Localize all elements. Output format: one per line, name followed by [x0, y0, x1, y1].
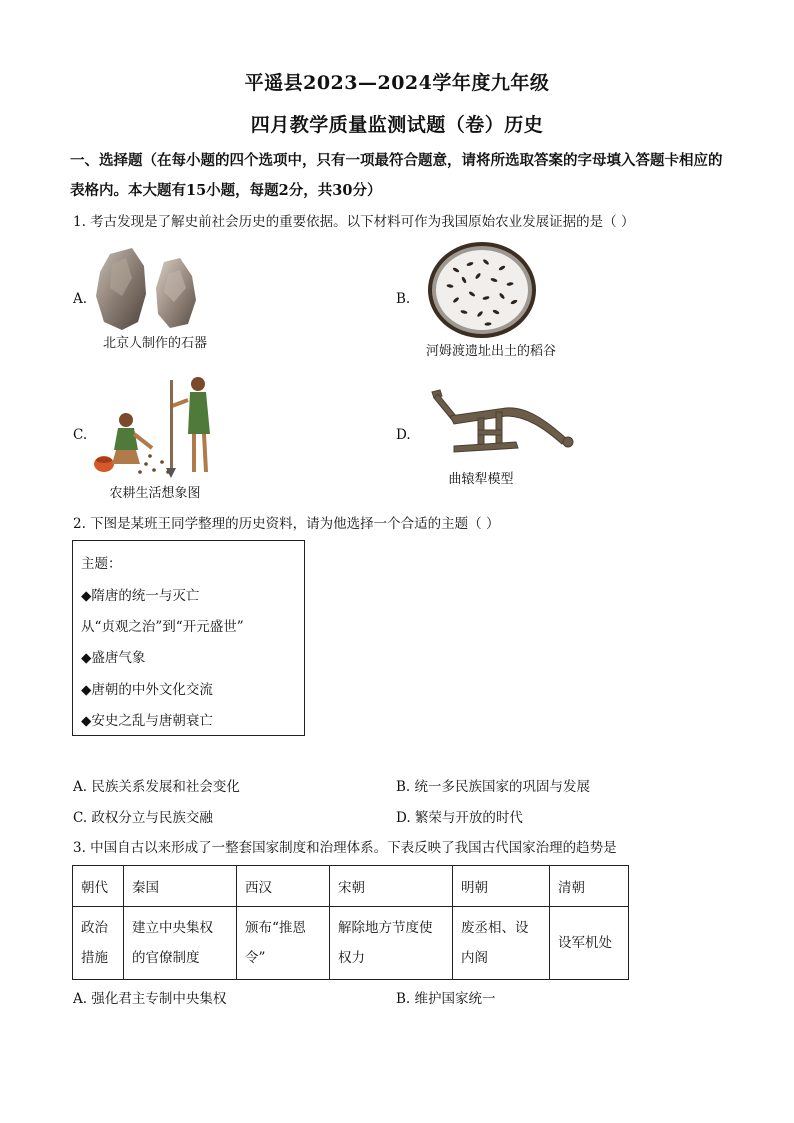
curved-plough-model-image	[426, 386, 574, 456]
table-cell: 建立中央集权 的官僚制度	[124, 907, 237, 980]
question-2-stem: 2. 下图是某班王同学整理的历史资料，请为他选择一个合适的主题（ ）	[73, 516, 500, 532]
table-header-cell: 宋朝	[330, 866, 453, 907]
table-header-cell: 清朝	[550, 866, 629, 907]
q1-option-d-caption: 曲辕犁模型	[448, 472, 514, 487]
governance-table	[72, 865, 629, 980]
box-line: ◆隋唐的统一与灭亡	[81, 588, 200, 604]
q1-option-a-caption: 北京人制作的石器	[102, 336, 207, 351]
table-cell: 颁布“推恩 令”	[237, 907, 330, 980]
table-header-cell: 西汉	[237, 866, 330, 907]
section-heading: 一、选择题（在每小题的四个选项中，只有一项最符合题意，请将所选取答案的字母填入答题卡相应的表格内。本大题有15小题，每题2分，共30分）	[70, 152, 723, 199]
q1-option-d-letter: D.	[396, 427, 411, 443]
rice-grains-image	[426, 240, 538, 340]
table-header-row	[73, 866, 629, 907]
exam-title-line2: 四月教学质量监测试题（卷）历史	[250, 114, 544, 136]
box-line: ◆安史之乱与唐朝衰亡	[81, 713, 213, 729]
box-line: ◆盛唐气象	[81, 650, 146, 666]
q1-option-b-caption: 河姆渡遗址出土的稻谷	[425, 344, 556, 359]
table-row	[73, 907, 629, 980]
q1-option-b-letter: B.	[396, 291, 411, 307]
box-line: 从“贞观之治”到“开元盛世”	[81, 619, 244, 635]
table-cell: 解除地方节度使 权力	[330, 907, 453, 980]
q2-option-b: B. 统一多民族国家的巩固与发展	[396, 779, 591, 795]
theme-material-box	[72, 540, 305, 736]
q2-option-d: D. 繁荣与开放的时代	[396, 810, 523, 826]
stone-tools-image	[92, 244, 202, 332]
q2-option-a: A. 民族关系发展和社会变化	[73, 779, 240, 795]
box-line: ◆唐朝的中外文化交流	[81, 682, 213, 698]
table-header-cell: 朝代	[73, 866, 124, 907]
exam-title-line1: 平遥县2023—2024学年度九年级	[244, 72, 550, 94]
q1-option-c-caption: 农耕生活想象图	[109, 486, 201, 501]
box-line: 主题：	[81, 556, 122, 572]
q3-option-a: A. 强化君主专制中央集权	[73, 991, 227, 1007]
question-1-stem: 1. 考古发现是了解史前社会历史的重要依据。以下材料可作为我国原始农业发展证据的是（ ）	[73, 214, 635, 230]
table-cell: 废丞相、设 内阁	[453, 907, 550, 980]
question-3-stem: 3. 中国自古以来形成了一整套国家制度和治理体系。下表反映了我国古代国家治理的趋势是	[73, 840, 617, 856]
q2-option-c: C. 政权分立与民族交融	[73, 810, 213, 826]
farming-life-illustration	[92, 372, 222, 480]
table-cell: 设军机处	[550, 907, 629, 980]
q1-option-c-letter: C.	[73, 427, 88, 443]
table-row-label: 政治 措施	[73, 907, 124, 980]
q3-option-b: B. 维护国家统一	[396, 991, 496, 1007]
table-header-cell: 秦国	[124, 866, 237, 907]
table-header-cell: 明朝	[453, 866, 550, 907]
q1-option-a-letter: A.	[73, 291, 88, 307]
